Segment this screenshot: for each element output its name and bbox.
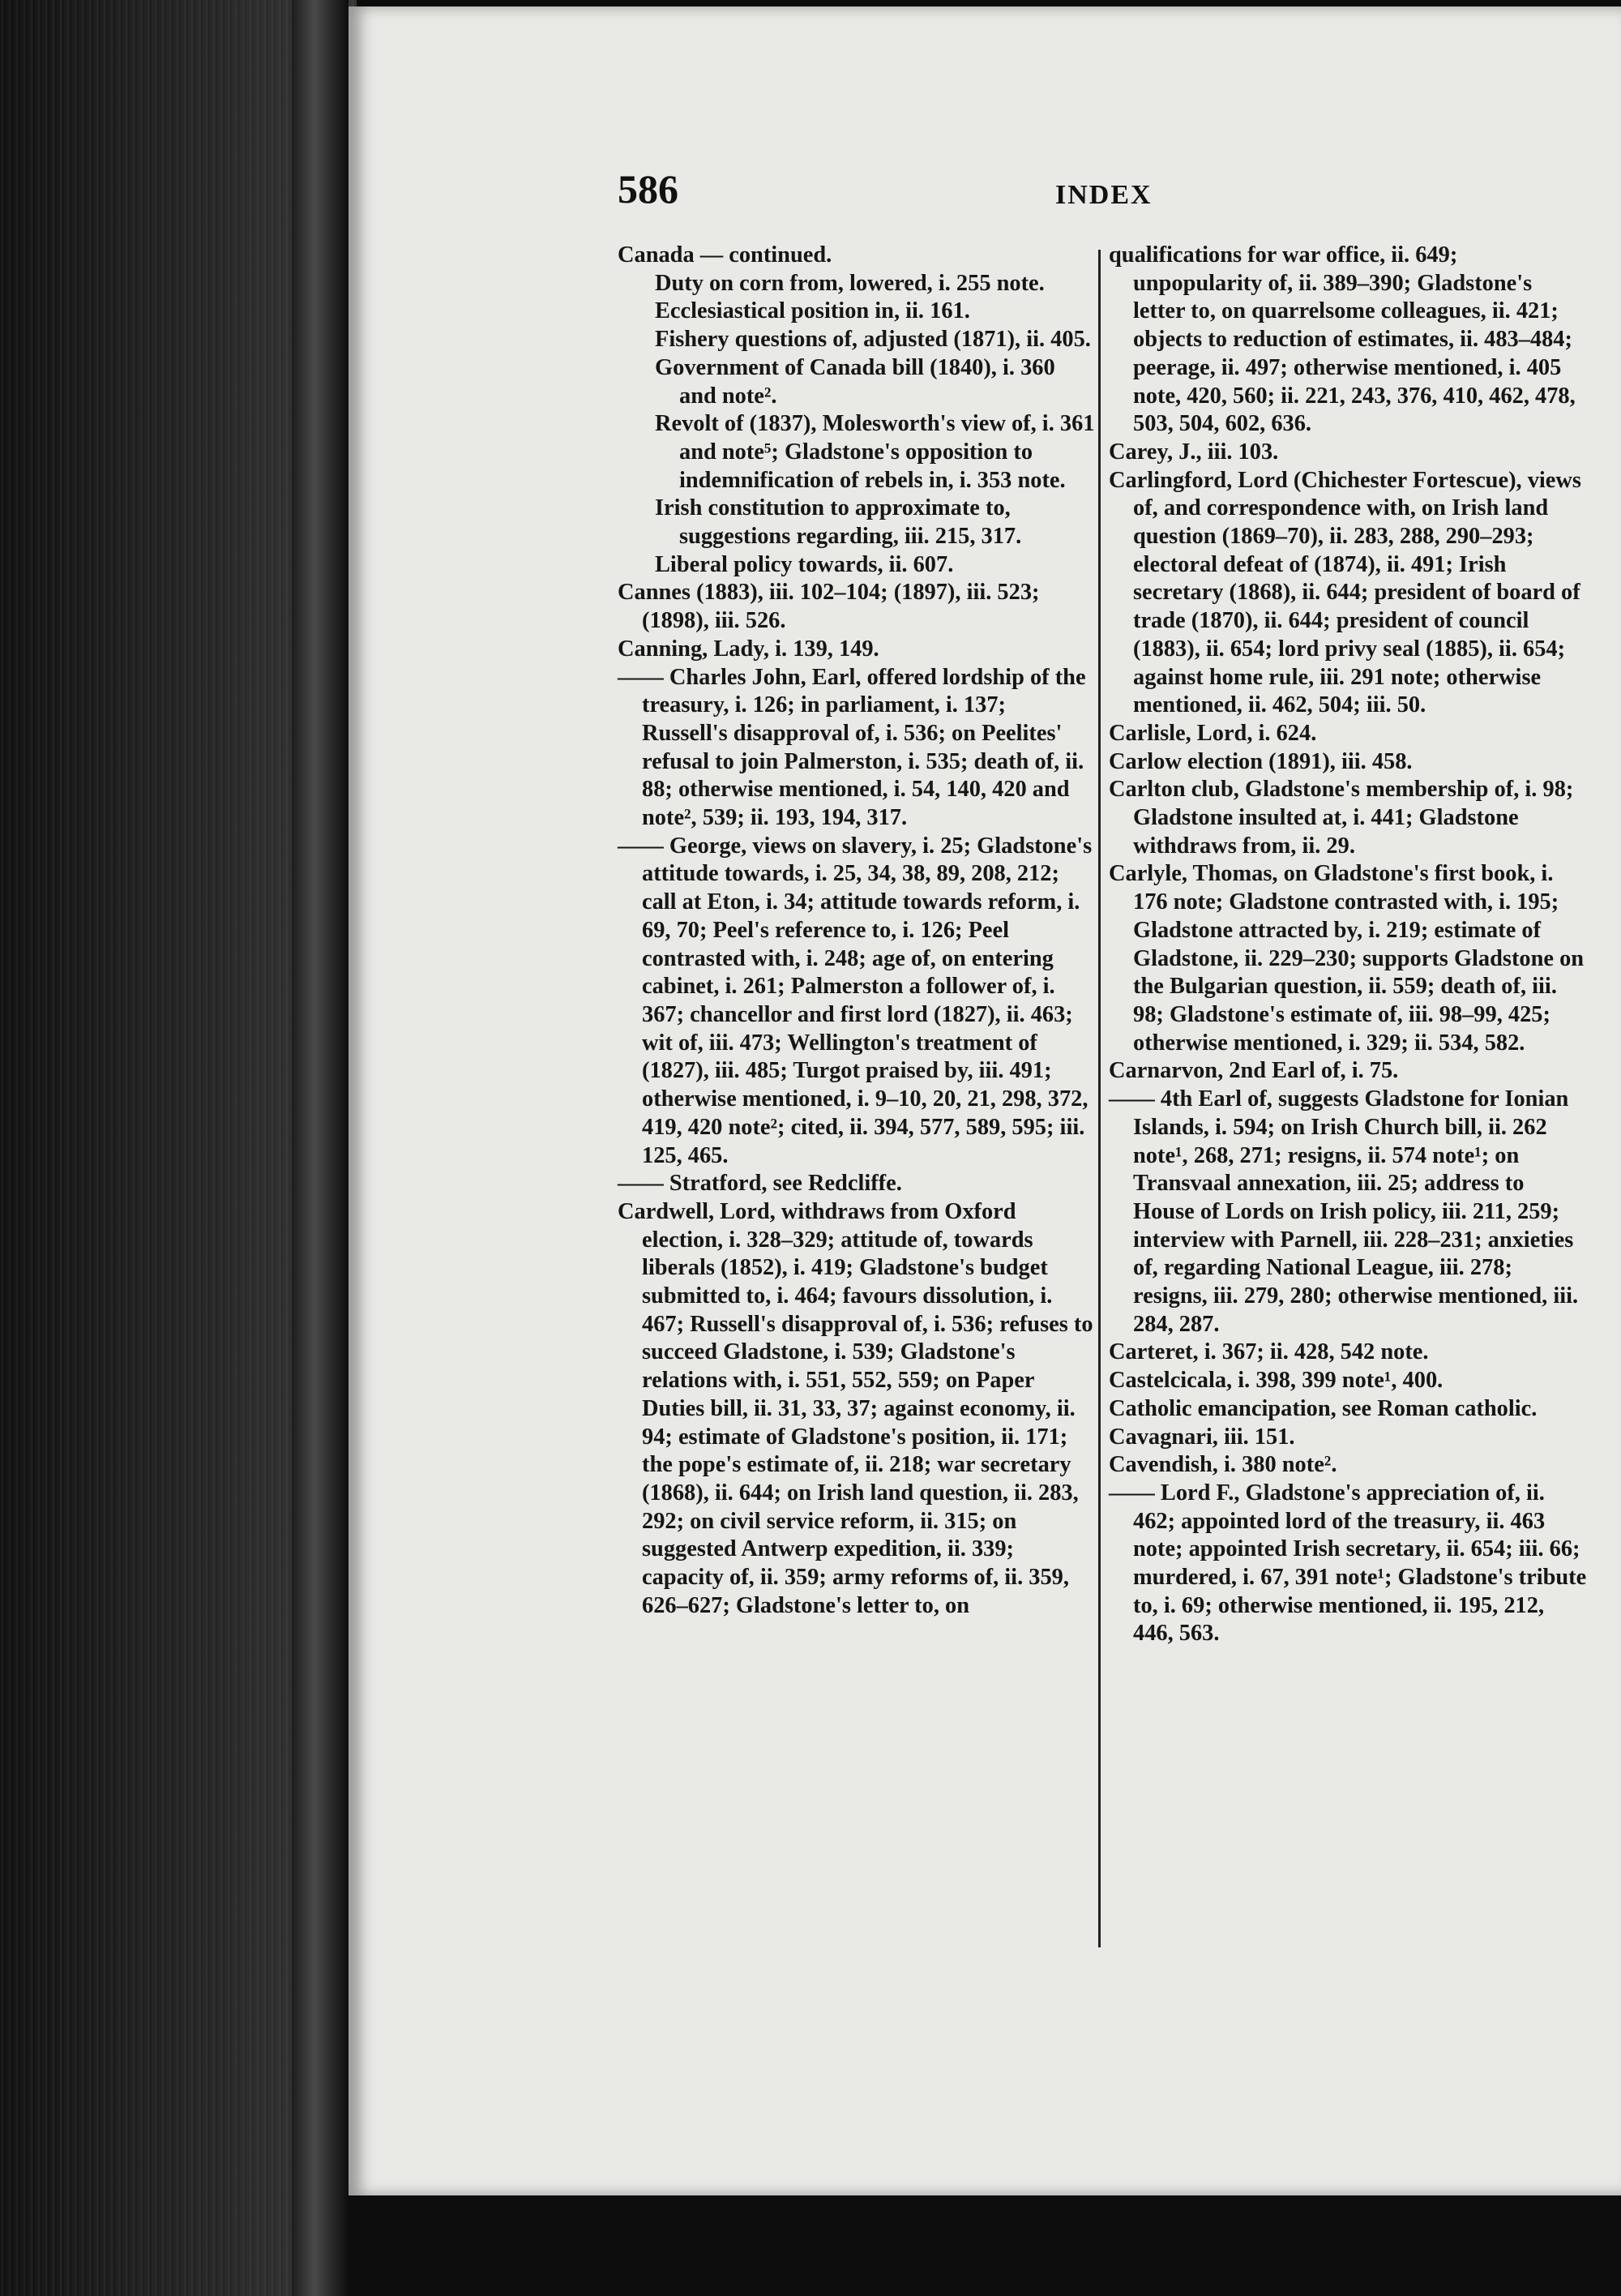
index-entry: Carey, J., iii. 103. [1109, 439, 1279, 465]
index-entry: —— Lord F., Gladstone's appreciation of, ii. 462; appointed lord of the treasury, ii. 463 note; appointed Irish secretary, ii. 654; iii. 66; murdered, i. 67, 391 note¹; Gladstone's tribute to, i. 69; otherwise mentioned, ii. 195, 212, 446, 563. [1109, 1480, 1587, 1647]
index-column-left [618, 242, 1096, 1620]
index-subentry: Government of Canada bill (1840), i. 360 and note². [655, 354, 1055, 409]
index-entry: —— George, views on slavery, i. 25; Gladstone's attitude towards, i. 25, 34, 38, 89, 208, 212; call at Eton, i. 34; attitude towards reform, i. 69, 70; Peel's reference to, i. 126; Peel contrasted with, i. 248; age of, on entering cabinet, i. 261; Palmerston a follower of, i. 367; chancellor and first lord (1827), ii. 463; wit of, iii. 473; Wellington's treatment of (1827), iii. 485; Turgot praised by, iii. 491; otherwise mentioned, i. 9–10, 20, 21, 298, 372, 419, 420 note²; cited, ii. 394, 577, 589, 595; iii. 125, 465. [618, 833, 1093, 1168]
index-entry: —— Stratford, see Redcliffe. [618, 1171, 902, 1197]
page-number: 586 [618, 166, 678, 212]
index-entry: Cannes (1883), iii. 102–104; (1897), iii. 523; (1898), iii. 526. [618, 580, 1040, 634]
column-divider [1098, 250, 1101, 1947]
index-entry: Cavagnari, iii. 151. [1109, 1424, 1295, 1450]
index-subentry: Duty on corn from, lowered, i. 255 note. [655, 270, 1045, 296]
index-entry: Catholic emancipation, see Roman catholic. [1109, 1395, 1538, 1421]
index-entry: Carteret, i. 367; ii. 428, 542 note. [1109, 1339, 1429, 1365]
index-entry: Carlton club, Gladstone's membership of, i. 98; Gladstone insulted at, i. 441; Gladstone withdraws from, ii. 29. [1109, 777, 1574, 859]
index-entry: Canada — continued. [618, 242, 832, 268]
page-header [618, 165, 1533, 214]
index-entry: —— Charles John, Earl, offered lordship of the treasury, i. 126; in parliament, i. 137; Russell's disapproval of, i. 536; on Peelites' refusal to join Palmerston, i. 535; death of, ii. 88; otherwise mentioned, i. 54, 140, 420 and note², 539; ii. 193, 194, 317. [618, 664, 1086, 831]
index-subentry: Fishery questions of, adjusted (1871), ii. 405. [655, 327, 1091, 353]
index-entry: Carlyle, Thomas, on Gladstone's first book, i. 176 note; Gladstone contrasted with, i. 195; Gladstone attracted by, i. 219; estimate of Gladstone, ii. 229–230; supports Gladstone on the Bulgarian question, ii. 559; death of, iii. 98; Gladstone's estimate of, iii. 98–99, 425; otherwise mentioned, i. 329; ii. 534, 582. [1109, 861, 1585, 1056]
index-entry: Carlow election (1891), iii. 458. [1109, 748, 1413, 774]
index-subentry: Revolt of (1837), Molesworth's view of, i. 361 and note⁵; Gladstone's opposition to indemnification of rebels in, i. 353 note. [655, 411, 1095, 493]
index-subentry: Ecclesiastical position in, ii. 161. [655, 298, 970, 324]
index-entry: Canning, Lady, i. 139, 149. [618, 636, 879, 662]
index-entry: qualifications for war office, ii. 649; unpopularity of, ii. 389–390; Gladstone's letter to, on quarrelsome colleagues, ii. 421; objects to reduction of estimates, ii. 483–484; peerage, ii. 497; otherwise mentioned, i. 405 note, 420, 560; ii. 221, 243, 376, 410, 462, 478, 503, 504, 602, 636. [1109, 242, 1576, 437]
running-head: INDEX [1055, 180, 1153, 210]
index-entry: Carlingford, Lord (Chichester Fortescue), views of, and correspondence with, on Irish land question (1869–70), ii. 283, 288, 290–293; electoral defeat of (1874), ii. 491; Irish secretary (1868), ii. 644; president of board of trade (1870), ii. 644; president of council (1883), ii. 654; lord privy seal (1885), ii. 654; against home rule, iii. 291 note; otherwise mentioned, ii. 462, 504; iii. 50. [1109, 467, 1581, 718]
index-subentry: Liberal policy towards, ii. 607. [655, 551, 954, 577]
index-subentry: Irish constitution to approximate to, suggestions regarding, iii. 215, 317. [655, 495, 1022, 550]
index-entry: —— 4th Earl of, suggests Gladstone for Ionian Islands, i. 594; on Irish Church bill, ii. 262 note¹, 268, 271; resigns, ii. 574 note¹; on Transvaal annexation, iii. 25; address to House of Lords on Irish policy, iii. 211, 259; interview with Parnell, iii. 228–231; anxieties of, regarding National League, iii. 278; resigns, iii. 279, 280; otherwise mentioned, iii. 284, 287. [1109, 1086, 1579, 1337]
index-entry: Cardwell, Lord, withdraws from Oxford election, i. 328–329; attitude of, towards liberals (1852), i. 419; Gladstone's budget submitted to, i. 464; favours dissolution, i. 467; Russell's disapproval of, i. 536; refuses to succeed Gladstone, i. 539; Gladstone's relations with, i. 551, 552, 559; on Paper Duties bill, ii. 31, 33, 37; against economy, ii. 94; estimate of Gladstone's position, ii. 171; the pope's estimate of, ii. 218; war secretary (1868), ii. 644; on Irish land question, ii. 283, 292; on civil service reform, ii. 315; on suggested Antwerp expedition, ii. 339; capacity of, ii. 359; army reforms of, ii. 359, 626–627; Gladstone's letter to, on [618, 1198, 1093, 1618]
index-entry: Castelcicala, i. 398, 399 note¹, 400. [1109, 1368, 1444, 1394]
index-entry: Cavendish, i. 380 note². [1109, 1452, 1337, 1478]
index-entry: Carnarvon, 2nd Earl of, i. 75. [1109, 1058, 1399, 1084]
book-page [349, 6, 1621, 2195]
index-column-right [1109, 242, 1587, 1648]
scan-border [349, 2195, 1621, 2296]
page-gutter [292, 0, 349, 2296]
index-entry: Carlisle, Lord, i. 624. [1109, 720, 1317, 746]
